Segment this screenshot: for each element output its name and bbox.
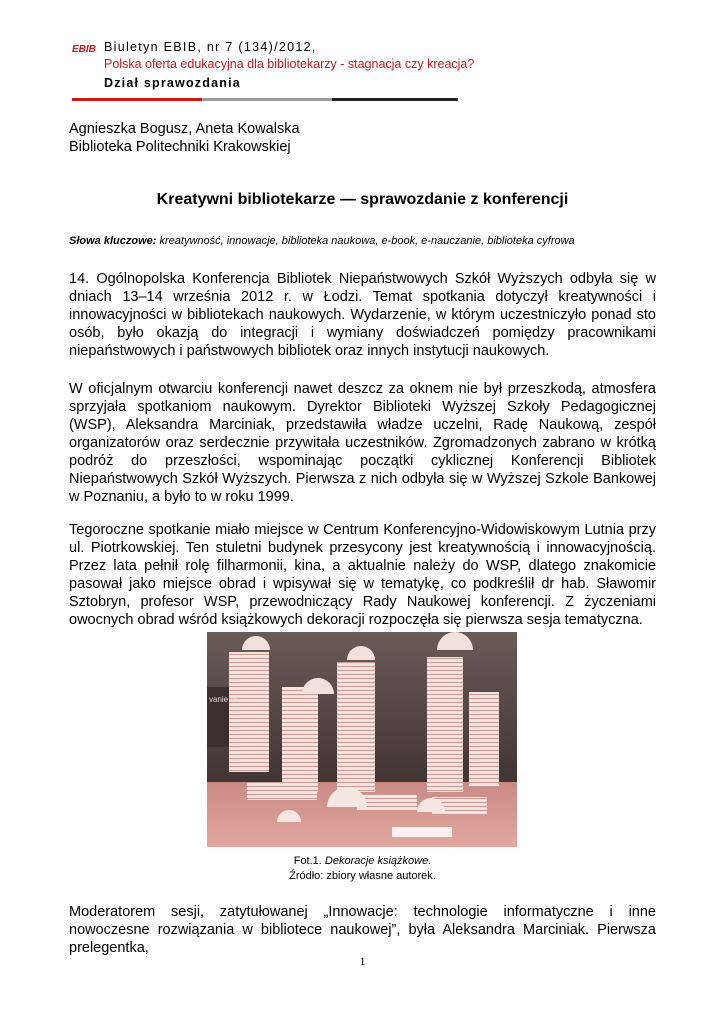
ebib-logo (72, 42, 96, 54)
keywords-line (69, 235, 575, 247)
authors-block (69, 120, 300, 156)
ebib-logo-text: EBIB (72, 44, 96, 54)
banner-text: vanie ict (209, 695, 239, 704)
keywords-list: kreatywność, innowacje, biblioteka naukowa, e-book, e-nauczanie, biblioteka cyfrowa (159, 235, 575, 247)
caption-line (0, 854, 725, 869)
bulletin-issue: Biuletyn EBIB, nr 7 (134)/2012, (104, 40, 317, 54)
figure-caption (0, 854, 725, 884)
caption-prefix: Fot.1. (293, 855, 322, 867)
author-affiliation: Biblioteka Politechniki Krakowskiej (69, 139, 291, 155)
section-name: Dział sprawozdania (104, 76, 241, 90)
caption-title: Dekoracje książkowe. (324, 855, 432, 867)
article-title: Kreatywni bibliotekarze — sprawozdanie z konferencji (156, 191, 569, 208)
keywords-label: Słowa kluczowe: (69, 235, 157, 247)
author-names: Agnieszka Bogusz, Aneta Kowalska (69, 121, 300, 137)
page-number: 1 (359, 954, 366, 968)
paragraph-1: 14. Ogólnopolska Konferencja Bibliotek Niepaństwowych Szkół Wyższych odbyła się w dniach 13–14 września 2012 r. w Łodzi. Temat spotkania dotyczył kreatywności i innowacyjności w bibliotekach naukowych. Wydarzenie, w którym uczestniczyło ponad sto osób, było okazją do integracji i wymiany doświadczeń pomiędzy pracownikami niepaństwowych i państwowych bibliotek oraz innych instytucji naukowych. (69, 271, 656, 359)
caption-source: Źródło: zbiory własne autorek. (289, 870, 436, 882)
paragraph-4: Moderatorem sesji, zatytułowanej „Innowacje: technologie informatyczne i inne nowoczesne rozwiązania w bibliotece naukowej”, była Aleksandra Marciniak. Pierwsza prelegentka, (69, 904, 656, 956)
paragraph-3: Tegoroczne spotkanie miało miejsce w Centrum Konferencyjno-Widowiskowym Lutnia przy ul. Piotrkowskiej. Ten stuletni budynek przesycony jest kreatywnością i innowacyjnością. Przez lata pełnił rolę filharmonii, kina, a aktualnie należy do WSP, dlatego znakomicie pasował jako miejsce obrad i wpisywał się w tematykę, co podkreślił dr hab. Sławomir Sztobryn, profesor WSP, przewodniczący Rady Naukowej konferencji. Z życzeniami owocnych obrad wśród książkowych dekoracji rozpoczęła się pierwsza sesja tematyczna. (69, 522, 656, 628)
issue-theme: Polska oferta edukacyjna dla bibliotekarzy - stagnacja czy kreacja? (104, 57, 475, 71)
paragraph-2: W oficjalnym otwarciu konferencji nawet deszcz za oknem nie był przeszkodą, atmosfera sprzyjała spotkaniom naukowym. Dyrektor Biblioteki Wyższej Szkoły Pedagogicznej (WSP), Aleksandra Marciniak, przedstawiła władze uczelni, Radę Naukową, zespół organizatorów oraz serdecznie przywitała uczestników. Zgromadzonych zabrano w krótką podróż do przeszłości, wspominając początki cyklicznej Konferencji Bibliotek Niepaństwowych Szkół Wyższych. Pierwsza z nich odbyła się w Wyższej Szkole Bankowej w Poznaniu, a było to w roku 1999. (69, 381, 656, 505)
book-decorations-photo (207, 632, 517, 847)
header-rule (72, 98, 458, 101)
